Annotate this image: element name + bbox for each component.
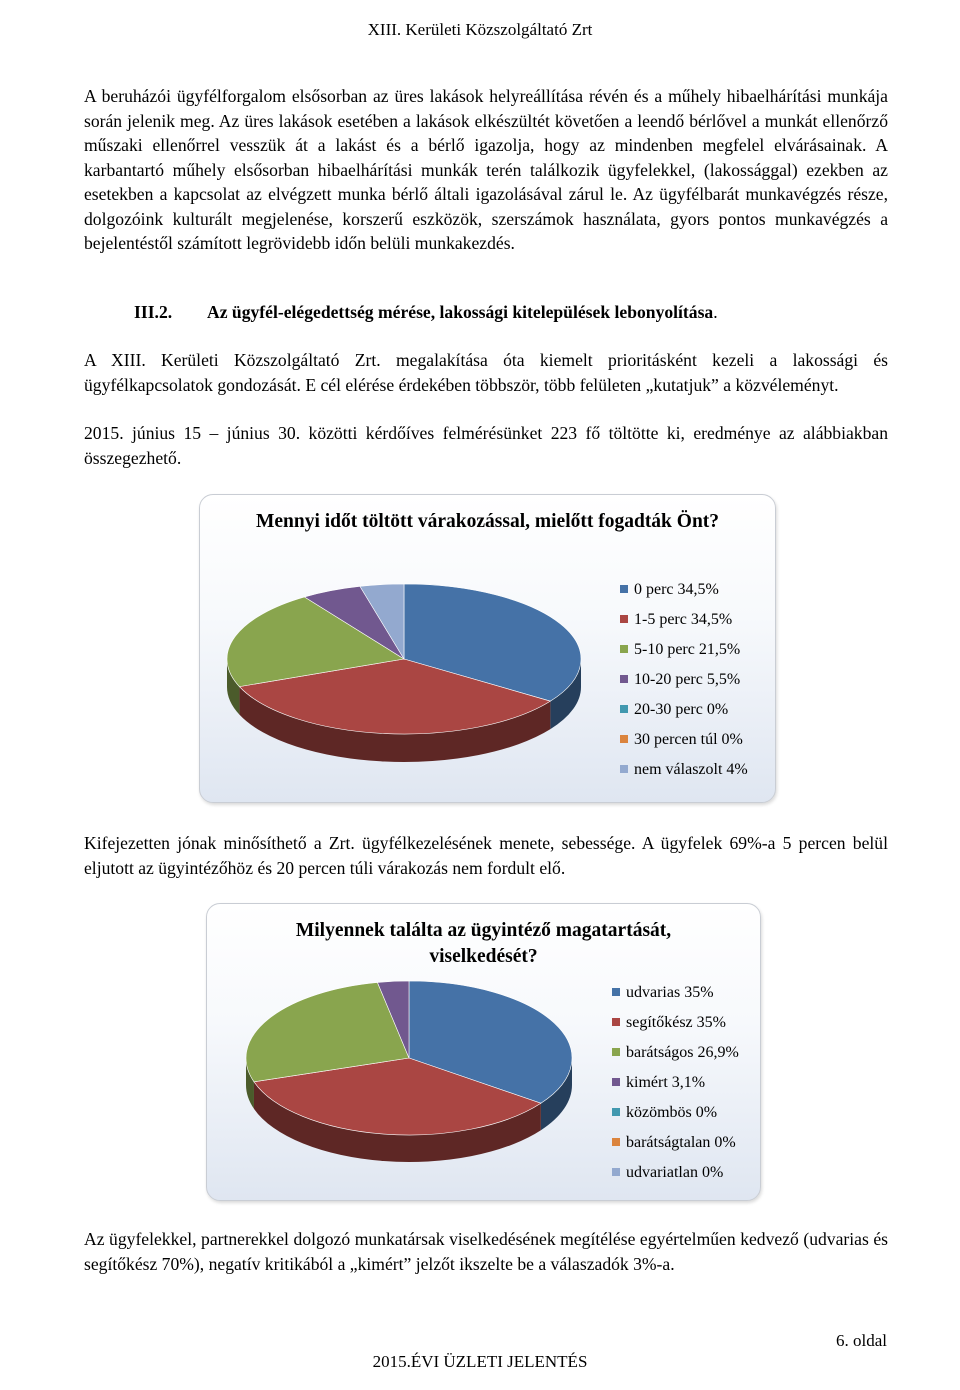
legend-swatch [620, 735, 628, 743]
legend-swatch [620, 585, 628, 593]
legend-swatch [612, 988, 620, 996]
legend-label: 20-30 perc 0% [634, 701, 729, 718]
legend-swatch [612, 1048, 620, 1056]
paragraph-waiting-result: Kifejezetten jónak minősíthető a Zrt. ügyfélkezelésének menete, sebessége. A ügyfelek 69%-a 5 percen belül eljutott az ügyintézőhöz és 20 percen túli várakozás nem fordult elő. [84, 833, 888, 878]
paragraph-behaviour-result: Az ügyfelekkel, partnerekkel dolgozó munkatársak viselkedésének megítélése egyértelműen kedvező (udvarias és segítőkész 70%), negatív kritikából a „kimért” jelzőt ikszelte be a válaszadók 3%-a. [84, 1229, 888, 1274]
section-title: Az ügyfél-elégedettség mérése, lakossági kitelepülések lebonyolítása [207, 302, 714, 322]
legend-label: 30 percen túl 0% [634, 731, 743, 748]
legend-item [612, 1104, 717, 1122]
paragraph-intro: A beruházói ügyfélforgalom elsősorban az üres lakások helyreállítása révén és a műhely hibaelhárítási munkája során jelenik meg. Az üres lakások esetében a lakások elkészültét követően a leendő bérlővel a munkát ellenőrző műszaki ellenőrrel vesszük át a lakást és a bérlő igazolja, hogy az mindenben megfelel elvárásainak. A karbantartó műhely elsősorban hibaelhárítási munkák terén találkozik ügyfelekkel, (lakossággal) ezekben az esetekben a kapcsolat az elvégzett munka bérlő általi igazolásával zárul le. Az ügyfélbarát munkavégzés része, dolgozóink kulturált megjelenése, korszerű eszközök, szerszámok használata, gyors pontos munkavégzés a bejelentéstől számított legrövidebb időn belüli munkakezdés. [84, 86, 888, 253]
legend-swatch [620, 765, 628, 773]
legend-label: 10-20 perc 5,5% [634, 671, 741, 688]
chart-legend [620, 581, 770, 791]
legend-item [620, 761, 748, 779]
legend-label: 0 perc 34,5% [634, 581, 719, 598]
legend-item [620, 671, 740, 689]
paragraph-priority: A XIII. Kerületi Közszolgáltató Zrt. megalakítása óta kiemelt prioritásként kezeli a lakossági és ügyfélkapcsolatok gondozását. E cél elérése érdekében többször, több felületen „kutatjuk” a közvéleményt. [84, 350, 888, 395]
legend-swatch [620, 675, 628, 683]
chart-behaviour [206, 903, 761, 1201]
chart-legend [612, 984, 757, 1194]
page-header: XIII. Kerületi Közszolgáltató Zrt [367, 20, 593, 39]
legend-label: 1-5 perc 34,5% [634, 611, 733, 628]
legend-swatch [620, 615, 628, 623]
paragraph-survey: 2015. június 15 – június 30. közötti kérdőíves felmérésünket 223 fő töltötte ki, eredménye az alábbiakban összegezhető. [84, 423, 888, 468]
legend-label: udvariatlan 0% [626, 1164, 724, 1181]
legend-swatch [612, 1138, 620, 1146]
page-number: 6. oldal [836, 1331, 887, 1350]
legend-item [620, 581, 719, 599]
legend-swatch [612, 1108, 620, 1116]
legend-swatch [612, 1168, 620, 1176]
legend-item [620, 731, 743, 749]
legend-label: kimért 3,1% [626, 1074, 706, 1091]
legend-label: barátságtalan 0% [626, 1134, 736, 1151]
legend-item [612, 1044, 739, 1062]
legend-label: nem válaszolt 4% [634, 761, 748, 778]
legend-label: segítőkész 35% [626, 1014, 726, 1031]
legend-item [620, 611, 732, 629]
legend-label: 5-10 perc 21,5% [634, 641, 741, 658]
page-footer: 2015.ÉVI ÜZLETI JELENTÉS [372, 1352, 588, 1371]
legend-label: közömbös 0% [626, 1104, 718, 1121]
chart-title: Mennyi időt töltött várakozással, mielőtt fogadták Önt? [255, 511, 720, 532]
legend-item [612, 1134, 736, 1152]
section-title-end: . [713, 302, 718, 322]
legend-swatch [612, 1018, 620, 1026]
legend-item [612, 1014, 726, 1032]
section-heading [134, 302, 718, 323]
legend-swatch [620, 705, 628, 713]
legend-item [612, 1074, 705, 1092]
legend-item [620, 701, 728, 719]
legend-swatch [620, 645, 628, 653]
legend-item [612, 984, 714, 1002]
legend-item [612, 1164, 723, 1182]
legend-item [620, 641, 740, 659]
section-number: III.2. [134, 302, 173, 322]
legend-swatch [612, 1078, 620, 1086]
legend-label: barátságos 26,9% [626, 1044, 739, 1061]
chart-title: Milyennek találta az ügyintéző magatartását, viselkedését? [295, 920, 672, 967]
legend-label: udvarias 35% [626, 984, 714, 1001]
chart-waiting-time [199, 494, 776, 803]
